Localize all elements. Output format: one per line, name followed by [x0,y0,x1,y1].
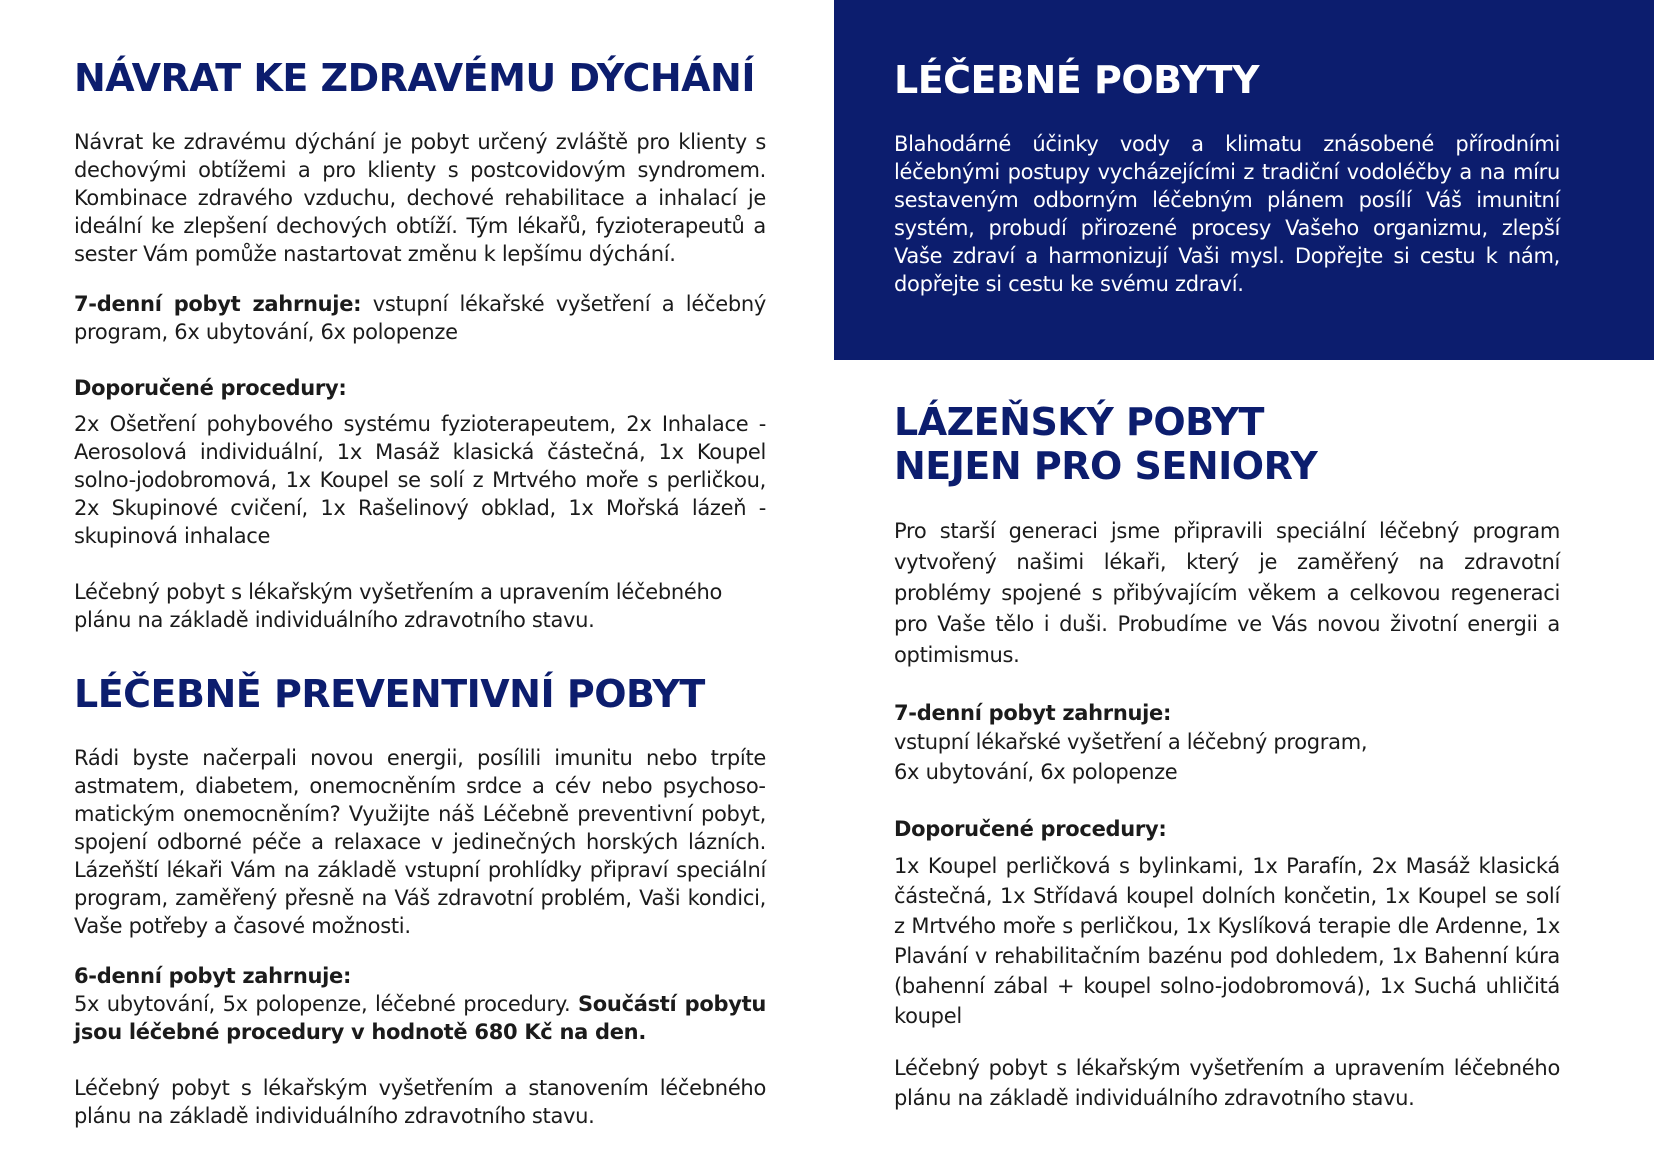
stay-text: vstupní lékařské vyšetření a léčebný program, 6x ubytování, 6x polopenze [74,292,766,344]
stay-line-1: vstupní lékařské vyšetření a léčebný program, [894,730,1368,754]
stay-text: 5x ubytování, 5x polopenze, léčebné procedury. [74,992,578,1016]
stay-line-2: 6x ubytování, 6x polopenze [894,760,1178,784]
stay-bold-text: Součástí pobytu jsou léčebné procedury v hodnotě 680 Kč na den. [74,992,766,1044]
procedures-text-lazensky: 1x Koupel perličková s bylinkami, 1x Parafín, 2x Masáž klasická částečná, 1x Střídavá koupel dolních končetin, 1x Koupel se solí z Mrtvého moře s perličkou, 1x Kyslíková terapie dle Ardenne, 1x Plavání v rehabilitačním bazénu pod dohledem, 1x Bahenní kúra (bahenní zábal + koupel solno-jodobromová), 1x Suchá uhličitá koupel [894,854,1560,1028]
procedures-label-navrat: Doporučené procedury: [74,376,347,400]
procedures-text-navrat: 2x Ošetření pohybového systému fyzioterapeutem, 2x Inhalace - Aerosolová individuální, 1x Masáž klasická částečná, 1x Koupel solno-jodobromová, 1x Koupel se solí z Mrtvého moře s perličkou, 2x Skupinové cvičení, 1x Rašelinový obklad, 1x Mořská lázeň - skupinová inhalace [74,412,766,548]
section-intro-navrat: Návrat ke zdravému dýchání je pobyt určený zvláště pro klienty s dechovými obtížemi a pro klienty s postcovidovým syndromem. Kombinace zdravého vzduchu, dechové rehabilitace a inhalací je ideální ke zlepšení dechových obtíží. Tým lékařů, fyzioterapeutů a sester Vám pomůže nastartovat změnu k lepšímu dýchání. [74,130,766,266]
section-title-lazensky-pobyt [894,400,1560,488]
section-text-lecebne-pobyty: Blahodárné účinky vody a klimatu znásobené přírodními léčebnými postupy vycházejícími z tradiční vodoléčby a na míru sestaveným odborným léčebným plánem posílí Váš imunitní systém, probudí přirozené procesy Vašeho organizmu, zlepší Vaše zdraví a harmonizují Vaši mysl. Dopřejte si cestu k nám, dopřejte si cestu ke svému zdraví. [894,132,1560,296]
procedures-label-lazensky: Doporučené procedury: [894,817,1167,841]
title-line-1: LÁZEŇSKÝ POBYT [894,400,1264,444]
stay-label: 7-denní pobyt zahrnuje: [74,292,362,316]
closing-preventivni: Léčebný pobyt s lékařským vyšetřením a stanovením léčebného plánu na základě individuálního zdravotního stavu. [74,1076,766,1128]
section-title-navrat: NÁVRAT KE ZDRAVÉMU DÝCHÁNÍ [74,56,755,100]
section-title-preventivni: LÉČEBNĚ PREVENTIVNÍ POBYT [74,672,705,716]
title-line-2: NEJEN PRO SENIORY [894,444,1318,488]
stay-label-lazensky: 7-denní pobyt zahrnuje: [894,701,1172,725]
stay-includes-navrat [74,290,766,346]
closing-navrat: Léčebný pobyt s lékařským vyšetřením a upravením léčebného plánu na základě individuálního zdravotního stavu. [74,580,723,632]
section-intro-preventivni: Rádi byste načerpali novou energii, posílili imunitu nebo trpíte astmatem, diabetem, onemocněním srdce a cév nebo psychosomatickým onemocněním? Využijte náš Léčebně preventivní pobyt, spojení odborné péče a relaxace v jedinečných horských lázních. Lázeňští lékaři Vám na základě vstupní prohlídky připraví speciální program, zaměřený přesně na Váš zdravotní problém, Vaši kondici, Vaše potřeby a časové možnosti. [74,746,766,938]
stay-label-preventivni: 6-denní pobyt zahrnuje: [74,964,352,988]
section-title-lecebne-pobyty: LÉČEBNÉ POBYTY [894,58,1259,102]
left-column [74,56,766,1130]
section-intro-lazensky: Pro starší generaci jsme připravili speciální léčebný program vytvořený našimi lékaři, který je zaměřený na zdravotní problémy spojené s přibývajícím věkem a celkovou regeneraci pro Vaše tělo i duši. Probudíme ve Vás novou životní energii a optimismus. [894,519,1560,667]
right-column [894,400,1560,1113]
highlight-box [834,0,1654,360]
closing-lazensky: Léčebný pobyt s lékařským vyšetřením a upravením léčebného plánu na základě individuálního zdravotního stavu. [894,1056,1560,1110]
stay-includes-preventivni [74,990,766,1046]
